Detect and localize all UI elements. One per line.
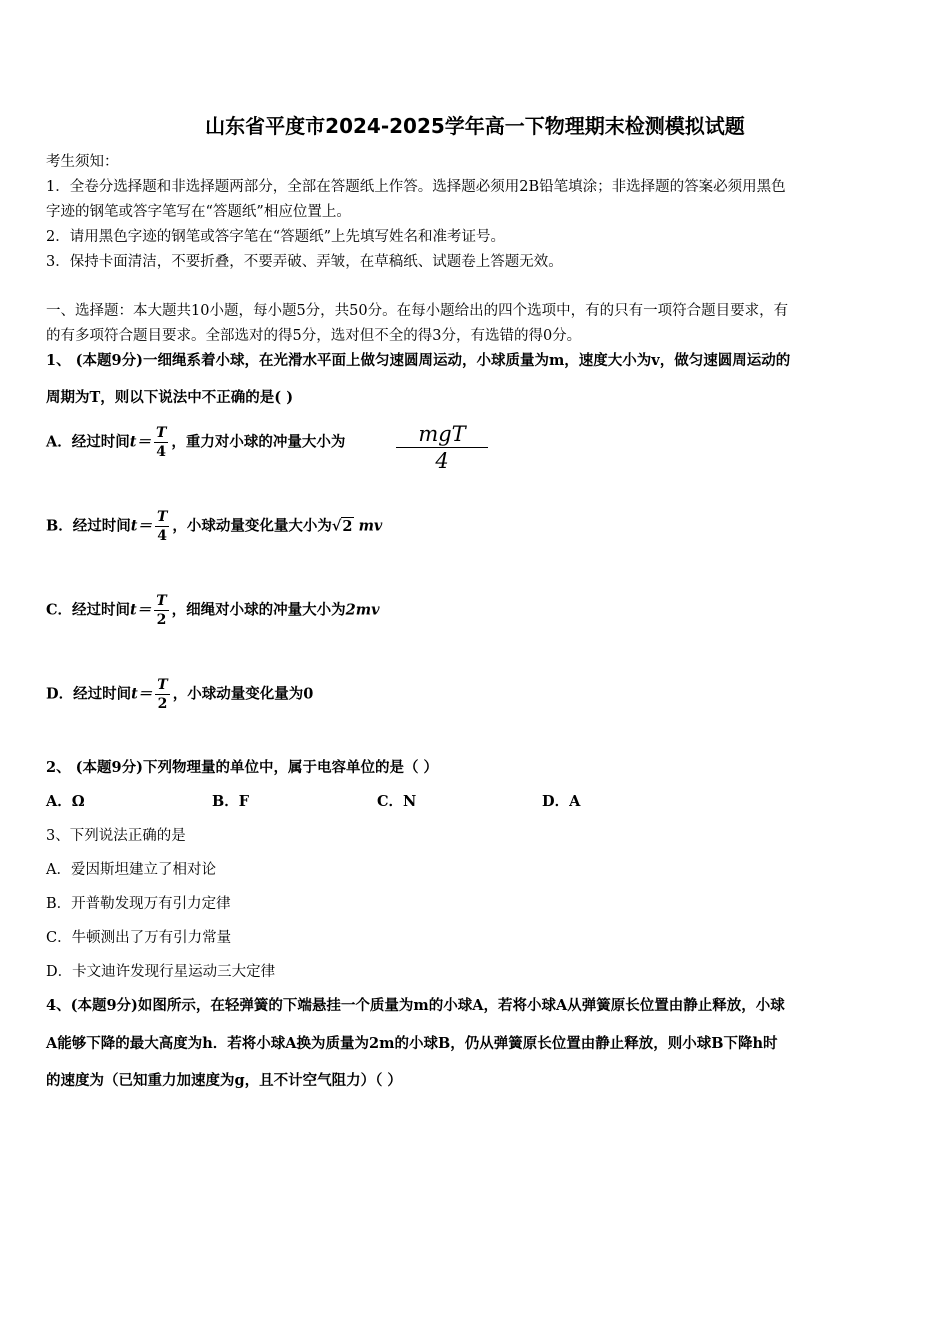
- frac-den: 2: [156, 612, 167, 628]
- notice-heading: 考生须知：: [46, 154, 119, 170]
- q1-option-d-prefix: D．经过时间: [46, 685, 132, 703]
- frac-den: 4: [156, 444, 167, 460]
- q3-option-d: D．卡文迪许发现行星运动三大定律: [46, 964, 276, 980]
- q3-option-b: B．开普勒发现万有引力定律: [46, 896, 231, 912]
- fraction-t-over-4: [154, 424, 168, 461]
- q2-stem: 2、 (本题9分)下列物理量的单位中，属于电容单位的是（ ）: [46, 759, 438, 776]
- fraction-t-over-2: [155, 676, 169, 713]
- notice-item-2: 2．请用黑色字迹的钢笔或答字笔在“答题纸”上先填写姓名和准考证号。: [46, 229, 506, 245]
- section1-line-a: 一、选择题：本大题共10小题，每小题5分，共50分。在每小题给出的四个选项中，有的只有一项符合题目要求，有: [46, 303, 789, 319]
- time-var: t＝: [129, 433, 151, 451]
- fraction-t-over-4: [155, 508, 169, 545]
- section1-line-b: 的有多项符合题目要求。全部选对的得5分，选对但不全的得3分，有选错的得0分。: [46, 328, 582, 344]
- frac-den: 2: [157, 696, 168, 712]
- q2-option-a: A．Ω: [46, 793, 85, 810]
- q1-option-d: [46, 676, 313, 713]
- q1-option-c-prefix: C．经过时间: [46, 601, 131, 619]
- fraction-mgt-over-4: [396, 421, 488, 474]
- q4-line-c: 的速度为（已知重力加速度为g，且不计空气阻力）（ ）: [46, 1072, 402, 1089]
- frac-num: T: [156, 593, 167, 609]
- fraction-t-over-2: [154, 592, 168, 629]
- big-frac-num: mgT: [396, 421, 488, 448]
- q1-option-b-suffix: ，小球动量变化量大小为: [172, 517, 332, 535]
- q3-option-c: C．牛顿测出了万有引力常量: [46, 930, 232, 946]
- q4-line-b: A能够下降的最大高度为h．若将小球A换为质量为2m的小球B，仍从弹簧原长位置由静止释放，则小球B下降h时: [46, 1035, 778, 1052]
- q4-line-a: 4、(本题9分)如图所示，在轻弹簧的下端悬挂一个质量为m的小球A，若将小球A从弹簧原长位置由静止释放，小球: [46, 997, 785, 1014]
- big-frac-den: 4: [435, 449, 449, 473]
- q1-option-c-suffix: ，细绳对小球的冲量大小为: [171, 601, 346, 619]
- frac-den: 4: [157, 528, 168, 544]
- sqrt-2: √2: [331, 517, 353, 535]
- q3-option-a: A．爱因斯坦建立了相对论: [46, 862, 216, 878]
- notice-item-1b: 字迹的钢笔或答字笔写在“答题纸”相应位置上。: [46, 204, 351, 220]
- time-var: t＝: [131, 685, 153, 703]
- frac-num: T: [157, 677, 168, 693]
- q2-option-b: B．F: [212, 793, 250, 810]
- q1-option-b-tail: mv: [358, 517, 383, 535]
- q1-stem-b: 周期为T，则以下说法中不正确的是( ): [46, 389, 294, 406]
- notice-item-1a: 1．全卷分选择题和非选择题两部分，全部在答题纸上作答。选择题必须用2B铅笔填涂；非选择题的答案必须用黑色: [46, 179, 786, 195]
- q3-stem: 3、下列说法正确的是: [46, 828, 186, 844]
- page-title: 山东省平度市2024-2025学年高一下物理期末检测模拟试题: [205, 114, 745, 138]
- frac-num: T: [156, 509, 168, 525]
- q1-option-a-suffix: ，重力对小球的冲量大小为: [171, 433, 346, 451]
- q1-option-d-suffix: ，小球动量变化量为0: [172, 685, 314, 703]
- q1-option-a-prefix: A．经过时间: [46, 433, 130, 451]
- q2-option-c: C．N: [377, 793, 417, 810]
- frac-num: T: [155, 425, 167, 441]
- q1-option-b: [46, 508, 382, 545]
- q1-option-c: [46, 592, 380, 629]
- notice-item-3: 3．保持卡面清洁，不要折叠，不要弄破、弄皱，在草稿纸、试题卷上答题无效。: [46, 254, 563, 270]
- q1-stem-a: 1、 (本题9分)一细绳系着小球，在光滑水平面上做匀速圆周运动，小球质量为m，速度大小为v，做匀速圆周运动的: [46, 352, 791, 369]
- time-var: t＝: [130, 601, 152, 619]
- q1-option-a: [46, 424, 345, 461]
- time-var: t＝: [130, 517, 152, 535]
- q2-option-d: D．A: [542, 793, 581, 810]
- q1-option-c-tail: 2mv: [345, 601, 380, 619]
- sqrt-radicand: 2: [342, 517, 353, 535]
- q1-option-b-prefix: B．经过时间: [46, 517, 131, 535]
